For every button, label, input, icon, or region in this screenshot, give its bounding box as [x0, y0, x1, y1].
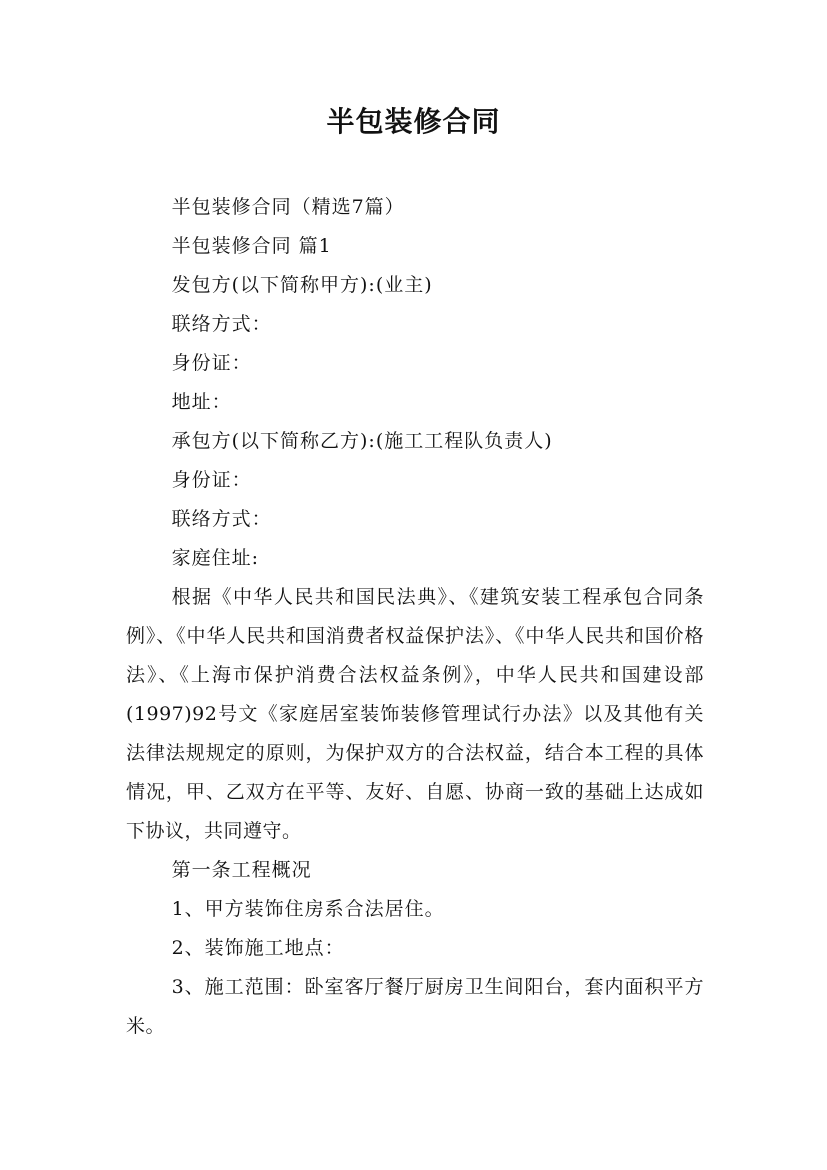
party-a-contact: 联络方式：: [171, 313, 272, 335]
clause-2: 2、装饰施工地点：: [171, 937, 345, 959]
legal-basis-paragraph: 根据《中华人民共和国民法典》、《建筑安装工程承包合同条例》、《中华人民共和国消费者权益保护法》、《中华人民共和国价格法》、《上海市保护消费合法权益条例》，中华人民共和国建设部(1997)92号文《家庭居室装饰装修管理试行办法》以及其他有关法律法规规定的原则，为保护双方的合法权益，结合本工程的具体情况，甲、乙双方在平等、友好、自愿、协商一致的基础上达成如下协议，共同遵守。: [126, 586, 704, 842]
party-b-contact: 联络方式：: [171, 508, 272, 530]
party-a-line: 发包方(以下简称甲方):(业主): [171, 274, 433, 296]
clause-1: 1、甲方装饰住房系合法居住。: [171, 898, 445, 920]
document-body: [126, 188, 704, 1046]
party-a-address: 地址：: [171, 391, 232, 413]
clause-3: 3、施工范围：卧室客厅餐厅厨房卫生间阳台，套内面积平方米。: [126, 976, 704, 1037]
party-b-line: 承包方(以下简称乙方):(施工工程队负责人): [171, 430, 553, 452]
party-a-id: 身份证：: [171, 352, 252, 374]
party-b-id: 身份证：: [171, 469, 252, 491]
article-one-heading: 第一条工程概况: [171, 859, 312, 881]
document-title: 半包装修合同: [326, 105, 501, 138]
section-heading: 半包装修合同 篇1: [171, 235, 332, 257]
party-b-address: 家庭住址:: [171, 547, 259, 569]
subtitle-line: 半包装修合同（精选7篇）: [171, 196, 405, 218]
